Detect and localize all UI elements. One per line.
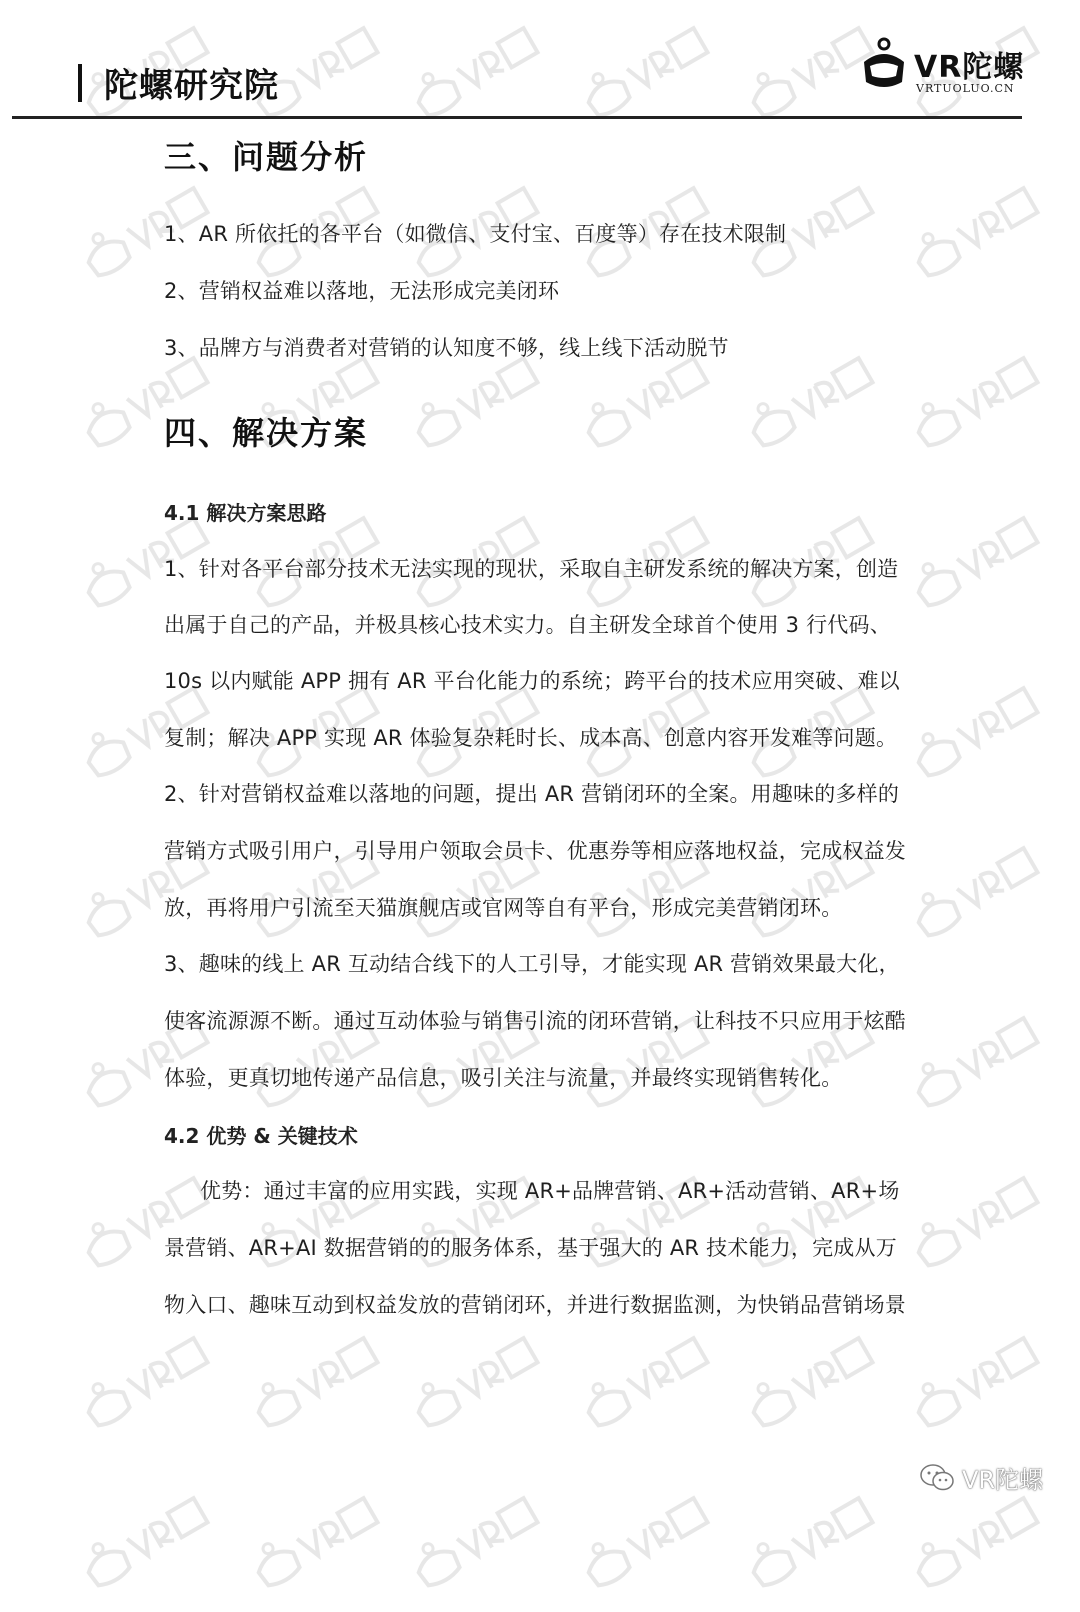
s3-item-1: 1、AR 所依托的各平台（如微信、支付宝、百度等）存在技术限制 bbox=[164, 222, 787, 246]
section-3-title: 三、问题分析 bbox=[164, 138, 369, 176]
s41-line-7: 放，再将用户引流至天猫旗舰店或官网等自有平台，形成完美营销闭环。 bbox=[164, 896, 843, 920]
watermark-logo-icon bbox=[890, 988, 1060, 1132]
header-org-name: 陀螺研究院 bbox=[104, 66, 279, 106]
watermark-logo-icon bbox=[890, 488, 1060, 632]
watermark-logo-icon bbox=[560, 1308, 730, 1452]
watermark-logo-icon bbox=[725, 328, 895, 472]
wechat-icon bbox=[920, 1464, 954, 1492]
watermark-logo-icon bbox=[890, 158, 1060, 302]
watermark-logo-icon bbox=[725, 1468, 895, 1612]
watermark-logo-icon bbox=[230, 1468, 400, 1612]
s41-line-2: 出属于自己的产品，并极具核心技术实力。自主研发全球首个使用 3 行代码、 bbox=[164, 613, 891, 637]
watermark-logo-icon bbox=[725, 1308, 895, 1452]
watermark-logo-icon bbox=[230, 1148, 400, 1292]
watermark-logo-icon bbox=[890, 818, 1060, 962]
s41-line-1: 1、针对各平台部分技术无法实现的现状，采取自主研发系统的解决方案，创造 bbox=[164, 557, 899, 581]
s3-item-3: 3、品牌方与消费者对营销的认知度不够，线上线下活动脱节 bbox=[164, 336, 729, 360]
s41-line-4: 复制；解决 APP 实现 AR 体验复杂耗时长、成本高、创意内容开发难等问题。 bbox=[164, 726, 898, 750]
watermark-logo-icon bbox=[890, 1308, 1060, 1452]
logo-domain-text: VRTUOLUO.CN bbox=[916, 82, 1015, 95]
watermark-logo-icon bbox=[390, 1468, 560, 1612]
watermark-logo-icon bbox=[390, 1308, 560, 1452]
s3-item-2: 2、营销权益难以落地，无法形成完美闭环 bbox=[164, 279, 560, 303]
vr-helmet-icon bbox=[858, 36, 910, 96]
watermark-logo-icon bbox=[60, 1308, 230, 1452]
section-4-1-title: 4.1 解决方案思路 bbox=[164, 501, 327, 525]
section-4-2-title: 4.2 优势 & 关键技术 bbox=[164, 1124, 358, 1148]
s41-line-3: 10s 以内赋能 APP 拥有 AR 平台化能力的系统；跨平台的技术应用突破、难以 bbox=[164, 669, 900, 693]
watermark-logo-icon bbox=[560, 1468, 730, 1612]
header-accent-bar bbox=[78, 64, 82, 102]
s41-line-5: 2、针对营销权益难以落地的问题，提出 AR 营销闭环的全案。用趣味的多样的 bbox=[164, 782, 900, 806]
wechat-watermark bbox=[920, 1460, 1043, 1495]
watermark-logo-icon bbox=[890, 658, 1060, 802]
s42-line-1: 优势：通过丰富的应用实践，实现 AR+品牌营销、AR+活动营销、AR+场 bbox=[200, 1179, 900, 1203]
watermark-logo-icon bbox=[890, 328, 1060, 472]
watermark-logo-icon bbox=[390, 1148, 560, 1292]
s41-line-9: 使客流源源不断。通过互动体验与销售引流的闭环营销，让科技不只应用于炫酷 bbox=[164, 1009, 906, 1033]
watermark-logo-icon bbox=[560, 1148, 730, 1292]
watermark-logo-icon bbox=[60, 1148, 230, 1292]
section-4-title: 四、解决方案 bbox=[164, 414, 369, 452]
header-divider bbox=[12, 116, 1022, 119]
watermark-logo-icon bbox=[230, 1308, 400, 1452]
watermark-logo-icon bbox=[890, 1148, 1060, 1292]
s42-line-2: 景营销、AR+AI 数据营销的的服务体系，基于强大的 AR 技术能力，完成从万 bbox=[164, 1236, 897, 1260]
vr-tuoluo-logo bbox=[858, 36, 1028, 100]
logo-brand-text: VR陀螺 bbox=[914, 50, 1025, 85]
wechat-account-label: VR陀螺 bbox=[962, 1466, 1044, 1494]
page-header bbox=[0, 0, 1080, 122]
watermark-logo-icon bbox=[60, 1468, 230, 1612]
s42-line-3: 物入口、趣味互动到权益发放的营销闭环，并进行数据监测，为快销品营销场景 bbox=[164, 1293, 906, 1317]
watermark-logo-icon bbox=[725, 1148, 895, 1292]
s41-line-6: 营销方式吸引用户，引导用户领取会员卡、优惠券等相应落地权益，完成权益发 bbox=[164, 839, 906, 863]
s41-line-8: 3、趣味的线上 AR 互动结合线下的人工引导，才能实现 AR 营销效果最大化， bbox=[164, 952, 900, 976]
s41-line-10: 体验，更真切地传递产品信息，吸引关注与流量，并最终实现销售转化。 bbox=[164, 1066, 843, 1090]
